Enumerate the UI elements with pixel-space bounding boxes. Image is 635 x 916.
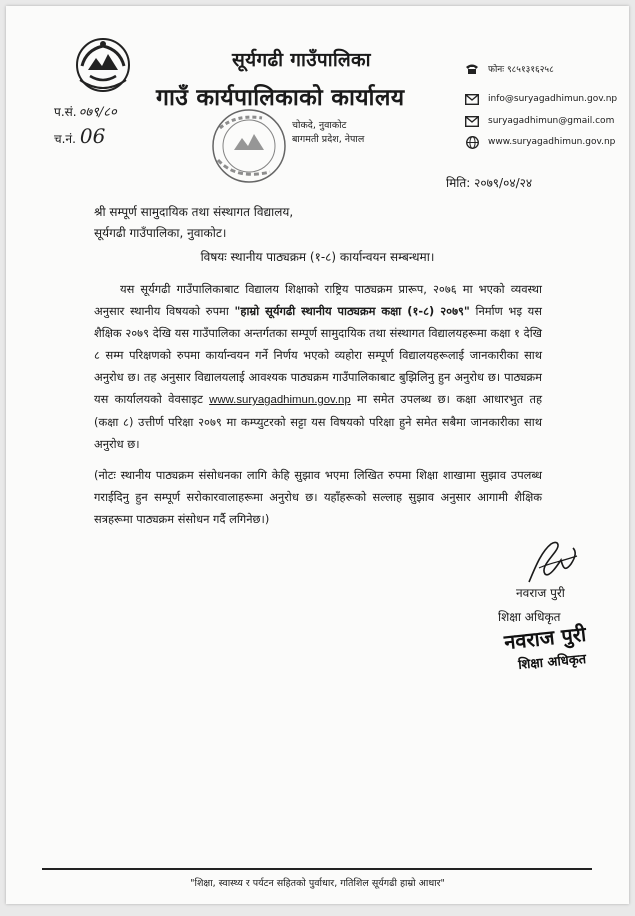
website-link[interactable]: www.suryagadhimun.gov.np <box>209 394 351 406</box>
footer-slogan: "शिक्षा, स्वास्थ्य र पर्यटन सहितको पुर्वाधार, गतिशिल सूर्यगढी हाम्रो आधार" <box>190 878 445 889</box>
contact-email-info-text: info@suryagadhimun.gov.np <box>488 94 618 104</box>
name-stamp: नवराज पुरी <box>503 621 588 655</box>
reference-label: प.सं. <box>54 105 77 119</box>
body-part-1: यस सूर्यगढी गाउँपालिकाबाट विद्यालय शिक्षाको राष्ट्रिय पाठ्यक्रम प्रारूप, २०७६ मा भएको व्यवस्था अनुसार स्थानीय विषयको रुपमा <box>94 282 542 318</box>
org-name: सूर्यगढी गाउँपालिका <box>232 49 371 71</box>
dispatch-value: 06 <box>79 124 106 148</box>
addressee-line-1: श्री सम्पूर्ण सामुदायिक तथा संस्थागत विद्यालय, <box>94 205 294 219</box>
addressee <box>94 202 293 244</box>
office-seal-icon <box>206 106 292 186</box>
reference-value: ०७९/८० <box>78 105 117 120</box>
curriculum-title: "हाम्रो सूर्यगढी स्थानीय पाठ्यक्रम कक्षा (१-८) २०७९" <box>234 304 470 318</box>
contact-phone-text: फोनः ९८५१३१६२५८ <box>488 65 554 75</box>
phone-icon <box>464 63 480 75</box>
letter-page <box>6 6 629 904</box>
signatory-title: शिक्षा अधिकृत <box>498 610 561 624</box>
globe-icon <box>464 136 480 148</box>
contact-website-text: www.suryagadhimun.gov.np <box>488 137 616 147</box>
reference-number <box>54 102 117 120</box>
contact-phone <box>464 62 554 75</box>
body-part-3: मा समेत उपलब्ध छ। कक्षा आधारभुत तह (कक्षा ८) उत्तीर्ण परिक्षा २०७९ मा कम्प्युटरको सट्टा यस विषयको परिक्षा हुने समेत सबैमा जानकारीका साथ अनुरोध छ। <box>94 392 542 451</box>
dispatch-label: च.नं. <box>54 132 76 146</box>
address-line-2: बागमती प्रदेश, नेपाल <box>292 134 365 145</box>
office-name: गाउँ कार्यपालिकाको कार्यालय <box>156 85 405 111</box>
letter-subject: विषयः स्थानीय पाठ्यक्रम (१-८) कार्यान्वयन सम्बन्धमा। <box>200 250 435 264</box>
title-stamp: शिक्षा अधिकृत <box>517 652 587 673</box>
contact-email-info[interactable] <box>464 93 617 105</box>
letter-note: (नोटः स्थानीय पाठ्यक्रम संसोधनका लागि केहि सुझाव भएमा लिखित रुपमा शिक्षा शाखामा सुझाव उपलब्ध गराईदिनु हुन सम्पूर्ण सरोकारवालाहरूमा अनुरोध छ। यहाँहरूको सल्लाह सुझाव अनुसार आगामी शैक्षिक सत्रहरूमा पाठ्यक्रम संसोधन गर्दै लगिनेछ।) <box>94 468 542 526</box>
letter-body <box>94 278 542 455</box>
mail-icon <box>464 115 480 127</box>
address-line-1: चोकदे, नुवाकोट <box>292 120 347 131</box>
contact-email-gmail-text: suryagadhimun@gmail.com <box>488 116 615 126</box>
nepal-emblem-icon <box>72 36 134 94</box>
body-part-2: निर्माण भइ यस शैक्षिक २०७९ देखि यस गाउँपालिका अन्तर्गतका सम्पूर्ण सामुदायिक तथा संस्थागत विद्यालयहरूमा कक्षा १ देखि ८ सम्म परिक्षणको रुपमा कार्यान्वयन गर्ने निर्णय भएको व्यहोरा सम्पूर्ण विद्यालयहरूलाई जानकारीका साथ अनुरोध छ। तह अनुसार विद्यालयलाई आवश्यक पाठ्यक्रम गाउँपालिकाबाट बुझिलिनु हुन अनुरोध छ। पाठ्यक्रम यस कार्यालयको वेवसाइट <box>94 304 542 406</box>
footer-divider <box>42 868 592 870</box>
signatory-name: नवराज पुरी <box>516 586 565 600</box>
mail-icon <box>464 93 480 105</box>
addressee-line-2: सूर्यगढी गाउँपालिका, नुवाकोट। <box>94 226 227 240</box>
contact-email-gmail[interactable] <box>464 115 614 127</box>
contact-website[interactable] <box>464 136 615 148</box>
handwritten-signature-icon <box>521 538 581 588</box>
dispatch-number <box>54 124 105 148</box>
letter-date: मिति: २०७९/०४/२४ <box>446 176 533 190</box>
